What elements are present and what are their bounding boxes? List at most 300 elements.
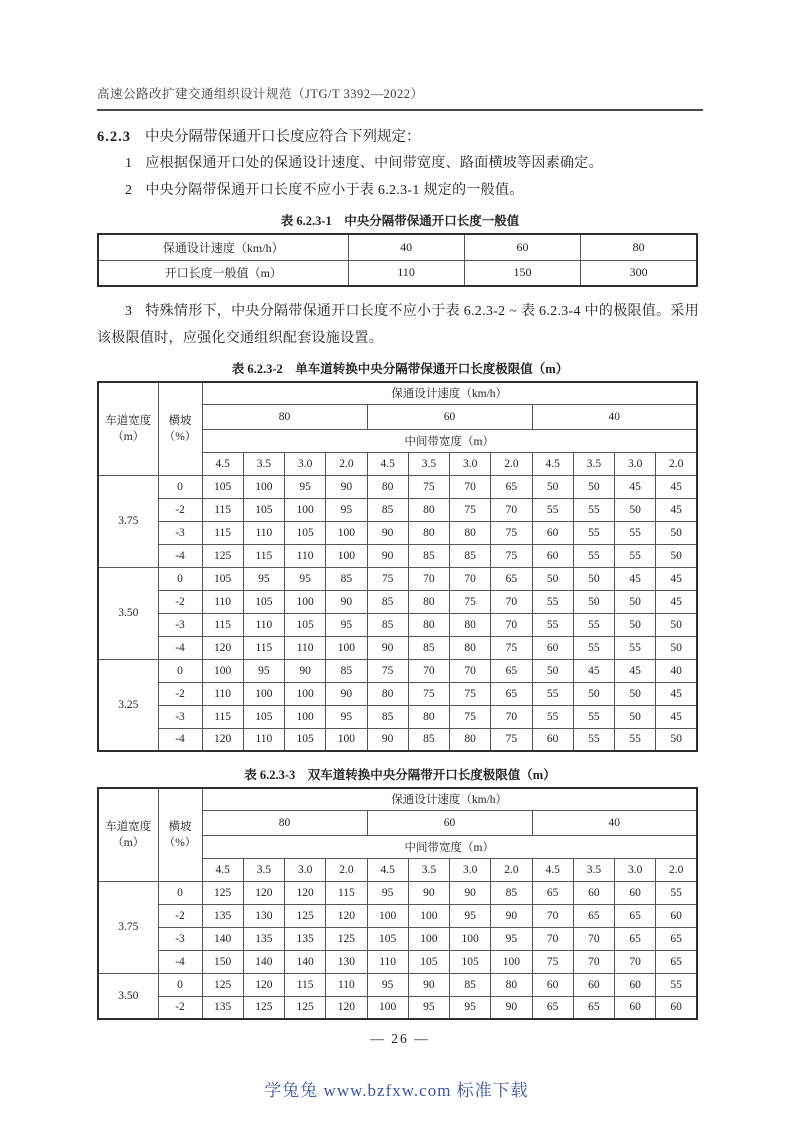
t2-data-row [98, 567, 697, 590]
t2-length-value: 55 [532, 590, 573, 613]
t2-length-value: 45 [615, 567, 656, 590]
t3-header-row-speed [98, 788, 697, 810]
t2-length-value: 90 [367, 728, 408, 751]
t2-length-value: 105 [243, 590, 284, 613]
t2-length-value: 45 [656, 475, 697, 498]
t2-length-value: 75 [491, 521, 532, 544]
t2-length-value: 70 [450, 659, 491, 682]
t3-length-value: 75 [532, 950, 573, 973]
t2-length-value: 45 [656, 498, 697, 521]
t3-length-value: 110 [326, 973, 367, 996]
running-header: 高速公路改扩建交通组织设计规范（JTG/T 3392—2022） [97, 84, 703, 111]
clause-2-text: 中央分隔带保通开口长度不应小于表 6.2.3-1 规定的一般值。 [145, 183, 524, 198]
t2-lane-width-value: 3.25 [98, 659, 158, 751]
t2-length-value: 85 [408, 544, 449, 567]
t3-length-value: 135 [202, 904, 243, 927]
t2-length-value: 50 [615, 590, 656, 613]
t2-slope-value: -4 [158, 544, 202, 567]
t2-slope-value: -3 [158, 613, 202, 636]
t2-slope-value: -3 [158, 705, 202, 728]
t2-length-value: 50 [573, 590, 614, 613]
clause-item-1 [97, 150, 703, 177]
t3-length-value: 60 [532, 973, 573, 996]
t2-length-value: 80 [367, 475, 408, 498]
t2-length-value: 45 [656, 567, 697, 590]
t3-length-value: 110 [367, 950, 408, 973]
t3-slope-value: -4 [158, 950, 202, 973]
t3-data-row [98, 927, 697, 950]
t2-length-value: 85 [367, 613, 408, 636]
t2-data-row [98, 682, 697, 705]
t2-length-value: 45 [615, 659, 656, 682]
t2-length-value: 55 [615, 728, 656, 751]
t3-length-value: 95 [450, 904, 491, 927]
t2-length-value: 55 [532, 682, 573, 705]
t2-data-row [98, 659, 697, 682]
t2-length-value: 105 [285, 521, 326, 544]
t3-length-value: 90 [450, 881, 491, 904]
t3-median-width: 2.0 [656, 858, 697, 881]
t3-length-value: 90 [408, 973, 449, 996]
t2-median-width: 3.5 [573, 452, 614, 475]
t2-slope-value: -2 [158, 682, 202, 705]
t2-median-label: 中间带宽度（m） [202, 429, 697, 452]
t2-length-value: 55 [615, 544, 656, 567]
t2-slope-value: 0 [158, 567, 202, 590]
t2-length-value: 45 [656, 590, 697, 613]
t2-length-value: 105 [243, 498, 284, 521]
t2-length-value: 85 [408, 728, 449, 751]
t3-speed-value: 60 [367, 810, 532, 835]
t3-length-value: 60 [615, 996, 656, 1019]
t3-data-row [98, 950, 697, 973]
t2-length-value: 65 [491, 475, 532, 498]
t2-data-row [98, 728, 697, 751]
t2-length-value: 80 [408, 521, 449, 544]
t2-length-value: 50 [656, 544, 697, 567]
watermark-text: 学兔兔 www.bzfxw.com 标准下载 [264, 1081, 529, 1100]
t2-median-width: 3.5 [243, 452, 284, 475]
t3-median-width: 3.5 [243, 858, 284, 881]
t3-length-value: 70 [532, 927, 573, 950]
table-double-lane-limits [97, 787, 698, 1020]
t2-data-row [98, 705, 697, 728]
t2-length-value: 45 [573, 659, 614, 682]
t2-data-row [98, 475, 697, 498]
t3-median-width: 3.0 [615, 858, 656, 881]
t2-length-value: 45 [656, 682, 697, 705]
t2-length-value: 100 [285, 705, 326, 728]
t1-value-cell: 60 [464, 234, 580, 260]
t3-length-value: 140 [243, 950, 284, 973]
t2-length-value: 100 [285, 682, 326, 705]
t2-length-value: 115 [202, 498, 243, 521]
t1-row-label: 保通设计速度（km/h） [98, 234, 348, 260]
t1-value-cell: 40 [348, 234, 464, 260]
t2-length-value: 70 [450, 567, 491, 590]
t3-median-width: 2.0 [326, 858, 367, 881]
t2-length-value: 75 [408, 682, 449, 705]
t3-length-value: 125 [285, 996, 326, 1019]
t2-length-value: 70 [491, 498, 532, 521]
t3-length-value: 70 [532, 904, 573, 927]
t3-length-value: 85 [491, 881, 532, 904]
t2-median-width: 4.5 [367, 452, 408, 475]
t3-lane-width-value: 3.50 [98, 973, 158, 1019]
t2-data-row [98, 636, 697, 659]
t3-length-value: 125 [285, 904, 326, 927]
t3-length-value: 105 [367, 927, 408, 950]
t2-length-value: 75 [450, 682, 491, 705]
clause-3-text: 特殊情形下，中央分隔带保通开口长度不应小于表 6.2.3-2 ~ 表 6.2.3-4 中的极限值。采用该极限值时，应强化交通组织配套设施设置。 [97, 304, 700, 346]
t3-median-width: 2.0 [491, 858, 532, 881]
t2-length-value: 95 [243, 567, 284, 590]
t2-length-value: 75 [450, 498, 491, 521]
page-number: — 26 — [370, 1031, 430, 1046]
t2-lane-width-value: 3.75 [98, 475, 158, 567]
t2-length-value: 50 [656, 636, 697, 659]
t3-length-value: 115 [326, 881, 367, 904]
t3-median-width: 4.5 [532, 858, 573, 881]
t2-length-value: 55 [573, 544, 614, 567]
t2-length-value: 50 [656, 521, 697, 544]
t2-length-value: 60 [532, 636, 573, 659]
t3-length-value: 65 [615, 904, 656, 927]
t2-lane-width-value: 3.50 [98, 567, 158, 659]
t3-length-value: 135 [243, 927, 284, 950]
t2-length-value: 50 [615, 498, 656, 521]
t2-length-value: 55 [573, 705, 614, 728]
t1-value-cell: 110 [348, 260, 464, 286]
t2-length-value: 55 [532, 613, 573, 636]
t3-length-value: 140 [202, 927, 243, 950]
t2-length-value: 65 [491, 567, 532, 590]
t2-length-value: 60 [532, 521, 573, 544]
clause-item-3 [97, 298, 703, 352]
t2-length-value: 85 [367, 590, 408, 613]
t2-length-value: 90 [367, 521, 408, 544]
t2-length-value: 95 [285, 567, 326, 590]
t3-length-value: 65 [532, 996, 573, 1019]
t2-length-value: 100 [326, 521, 367, 544]
t2-length-value: 70 [491, 705, 532, 728]
t3-length-value: 60 [573, 973, 614, 996]
t2-length-value: 110 [243, 613, 284, 636]
t3-data-row [98, 904, 697, 927]
t3-length-value: 55 [656, 973, 697, 996]
t2-length-value: 95 [243, 659, 284, 682]
t2-length-value: 80 [408, 613, 449, 636]
t2-length-value: 75 [408, 475, 449, 498]
t2-length-value: 55 [532, 705, 573, 728]
t2-length-value: 45 [615, 475, 656, 498]
t2-lane-width-header: 车道宽度（m） [98, 382, 158, 475]
t3-length-value: 100 [367, 904, 408, 927]
t2-length-value: 75 [450, 705, 491, 728]
t2-length-value: 110 [285, 544, 326, 567]
t2-length-value: 70 [450, 475, 491, 498]
t2-length-value: 75 [491, 728, 532, 751]
t2-length-value: 55 [573, 498, 614, 521]
t2-length-value: 50 [532, 475, 573, 498]
table2-caption: 表 6.2.3-2 单车道转换中央分隔带保通开口长度极限值（m） [231, 362, 569, 376]
t2-median-width: 2.0 [491, 452, 532, 475]
t3-length-value: 65 [656, 927, 697, 950]
t2-data-row [98, 498, 697, 521]
t3-data-row [98, 996, 697, 1019]
t3-length-value: 125 [243, 996, 284, 1019]
t2-median-width: 4.5 [202, 452, 243, 475]
t3-slope-header: 横坡（%） [158, 788, 202, 881]
clause-1-number: 1 [125, 156, 133, 171]
t2-data-row [98, 613, 697, 636]
t2-length-value: 85 [367, 705, 408, 728]
table-general-values [97, 233, 698, 287]
t3-length-value: 100 [367, 996, 408, 1019]
t2-length-value: 80 [450, 613, 491, 636]
t1-row-1 [98, 234, 697, 260]
t3-length-value: 70 [615, 950, 656, 973]
t2-length-value: 105 [285, 728, 326, 751]
table-single-lane-limits [97, 381, 698, 752]
t3-length-value: 60 [656, 904, 697, 927]
t2-speed-label: 保通设计速度（km/h） [202, 382, 697, 404]
t3-length-value: 60 [615, 881, 656, 904]
t3-length-value: 85 [450, 973, 491, 996]
section-title: 中央分隔带保通开口长度应符合下列规定： [145, 129, 421, 145]
t3-data-row [98, 881, 697, 904]
t2-length-value: 85 [367, 498, 408, 521]
t2-length-value: 110 [202, 590, 243, 613]
t2-length-value: 115 [243, 544, 284, 567]
t2-length-value: 70 [408, 659, 449, 682]
t2-length-value: 50 [573, 567, 614, 590]
t2-speed-value: 80 [202, 404, 367, 429]
t3-length-value: 135 [202, 996, 243, 1019]
t2-length-value: 70 [491, 590, 532, 613]
t2-length-value: 100 [285, 590, 326, 613]
t2-length-value: 60 [532, 728, 573, 751]
t2-length-value: 80 [450, 521, 491, 544]
t2-length-value: 90 [367, 544, 408, 567]
t2-speed-value: 60 [367, 404, 532, 429]
t2-length-value: 75 [367, 567, 408, 590]
t2-length-value: 50 [573, 682, 614, 705]
t3-length-value: 70 [573, 950, 614, 973]
t2-length-value: 105 [243, 705, 284, 728]
t1-value-cell: 80 [581, 234, 697, 260]
t2-slope-value: -4 [158, 728, 202, 751]
t2-median-width: 4.5 [532, 452, 573, 475]
t2-length-value: 65 [491, 682, 532, 705]
t3-length-value: 100 [408, 904, 449, 927]
t3-length-value: 100 [408, 927, 449, 950]
t3-length-value: 60 [615, 973, 656, 996]
t3-length-value: 95 [450, 996, 491, 1019]
t2-length-value: 80 [408, 705, 449, 728]
t2-length-value: 90 [326, 590, 367, 613]
t2-length-value: 80 [367, 682, 408, 705]
t2-length-value: 50 [573, 475, 614, 498]
t3-slope-value: -2 [158, 996, 202, 1019]
t1-row-label: 开口长度一般值（m） [98, 260, 348, 286]
t2-length-value: 110 [243, 521, 284, 544]
clause-item-2 [97, 177, 703, 204]
t3-slope-value: 0 [158, 881, 202, 904]
t2-length-value: 105 [202, 475, 243, 498]
t2-length-value: 100 [326, 544, 367, 567]
t3-length-value: 90 [408, 881, 449, 904]
t2-length-value: 75 [450, 590, 491, 613]
t3-length-value: 120 [326, 996, 367, 1019]
t2-slope-value: -2 [158, 498, 202, 521]
t3-median-width: 4.5 [367, 858, 408, 881]
t2-length-value: 120 [202, 636, 243, 659]
t2-length-value: 95 [326, 705, 367, 728]
t3-length-value: 135 [285, 927, 326, 950]
t2-length-value: 100 [202, 659, 243, 682]
t2-length-value: 50 [615, 705, 656, 728]
t2-median-width: 3.0 [615, 452, 656, 475]
t3-length-value: 100 [491, 950, 532, 973]
t3-length-value: 140 [285, 950, 326, 973]
t3-slope-value: -2 [158, 904, 202, 927]
t3-data-row [98, 973, 697, 996]
t3-length-value: 120 [243, 973, 284, 996]
t3-length-value: 120 [285, 881, 326, 904]
t2-length-value: 90 [367, 636, 408, 659]
t3-median-width: 4.5 [202, 858, 243, 881]
t3-length-value: 55 [656, 881, 697, 904]
t2-slope-header: 横坡（%） [158, 382, 202, 475]
t2-length-value: 115 [243, 636, 284, 659]
t2-speed-value: 40 [532, 404, 697, 429]
t3-speed-label: 保通设计速度（km/h） [202, 788, 697, 810]
t3-length-value: 125 [326, 927, 367, 950]
t2-length-value: 50 [532, 659, 573, 682]
t2-length-value: 80 [408, 590, 449, 613]
t3-length-value: 65 [532, 881, 573, 904]
t2-length-value: 110 [285, 636, 326, 659]
t1-row-2 [98, 260, 697, 286]
t2-slope-value: -3 [158, 521, 202, 544]
t2-length-value: 55 [573, 521, 614, 544]
t3-lane-width-header: 车道宽度（m） [98, 788, 158, 881]
t2-length-value: 70 [491, 613, 532, 636]
t3-length-value: 80 [491, 973, 532, 996]
t3-length-value: 95 [491, 927, 532, 950]
t2-length-value: 55 [532, 498, 573, 521]
t1-value-cell: 300 [581, 260, 697, 286]
t1-value-cell: 150 [464, 260, 580, 286]
t2-length-value: 55 [615, 521, 656, 544]
t3-median-width: 3.0 [450, 858, 491, 881]
t3-length-value: 60 [573, 881, 614, 904]
t3-length-value: 115 [285, 973, 326, 996]
t2-length-value: 95 [285, 475, 326, 498]
t2-length-value: 115 [202, 521, 243, 544]
t2-length-value: 45 [656, 705, 697, 728]
t3-median-width: 3.5 [573, 858, 614, 881]
t2-length-value: 120 [202, 728, 243, 751]
t2-length-value: 50 [656, 613, 697, 636]
t2-length-value: 100 [285, 498, 326, 521]
t3-median-label: 中间带宽度（m） [202, 835, 697, 858]
t3-length-value: 95 [367, 881, 408, 904]
t3-length-value: 105 [450, 950, 491, 973]
t3-length-value: 95 [367, 973, 408, 996]
t3-length-value: 60 [656, 996, 697, 1019]
t2-length-value: 95 [326, 613, 367, 636]
t2-length-value: 110 [243, 728, 284, 751]
t3-slope-value: -3 [158, 927, 202, 950]
t3-slope-value: 0 [158, 973, 202, 996]
t2-length-value: 50 [615, 613, 656, 636]
t3-length-value: 125 [202, 881, 243, 904]
t2-length-value: 55 [573, 613, 614, 636]
t2-length-value: 115 [202, 613, 243, 636]
t2-length-value: 90 [285, 659, 326, 682]
t2-median-width: 3.0 [450, 452, 491, 475]
t2-slope-value: -2 [158, 590, 202, 613]
t3-length-value: 120 [326, 904, 367, 927]
t3-lane-width-value: 3.75 [98, 881, 158, 973]
t2-length-value: 55 [615, 636, 656, 659]
t3-length-value: 105 [408, 950, 449, 973]
t2-length-value: 85 [450, 544, 491, 567]
t3-length-value: 65 [573, 996, 614, 1019]
page-content [97, 84, 703, 1047]
t2-length-value: 55 [573, 636, 614, 659]
t3-length-value: 65 [615, 927, 656, 950]
clause-2-number: 2 [125, 183, 133, 198]
t2-length-value: 125 [202, 544, 243, 567]
t2-data-row [98, 544, 697, 567]
table3-caption: 表 6.2.3-3 双车道转换中央分隔带开口长度极限值（m） [244, 768, 556, 782]
t2-slope-value: 0 [158, 475, 202, 498]
t2-length-value: 85 [326, 567, 367, 590]
t2-length-value: 80 [450, 636, 491, 659]
clause-1-text: 应根据保通开口处的保通设计速度、中间带宽度、路面横坡等因素确定。 [145, 156, 603, 171]
t2-length-value: 90 [326, 682, 367, 705]
t2-length-value: 100 [243, 475, 284, 498]
t3-speed-value: 80 [202, 810, 367, 835]
t2-length-value: 105 [202, 567, 243, 590]
t2-length-value: 75 [491, 544, 532, 567]
t3-length-value: 130 [326, 950, 367, 973]
t2-length-value: 85 [408, 636, 449, 659]
t2-median-width: 2.0 [326, 452, 367, 475]
t2-median-width: 2.0 [656, 452, 697, 475]
t2-length-value: 55 [573, 728, 614, 751]
t2-median-width: 3.0 [285, 452, 326, 475]
t3-length-value: 95 [408, 996, 449, 1019]
t3-speed-value: 40 [532, 810, 697, 835]
t3-length-value: 130 [243, 904, 284, 927]
t2-slope-value: -4 [158, 636, 202, 659]
t2-length-value: 110 [202, 682, 243, 705]
clause-3-number: 3 [125, 304, 133, 319]
t2-length-value: 95 [326, 498, 367, 521]
t3-median-width: 3.5 [408, 858, 449, 881]
t3-length-value: 65 [573, 904, 614, 927]
t3-length-value: 125 [202, 973, 243, 996]
section-number: 6.2.3 [97, 129, 131, 145]
t2-length-value: 90 [326, 475, 367, 498]
t2-length-value: 105 [285, 613, 326, 636]
t3-median-width: 3.0 [285, 858, 326, 881]
t2-length-value: 115 [202, 705, 243, 728]
